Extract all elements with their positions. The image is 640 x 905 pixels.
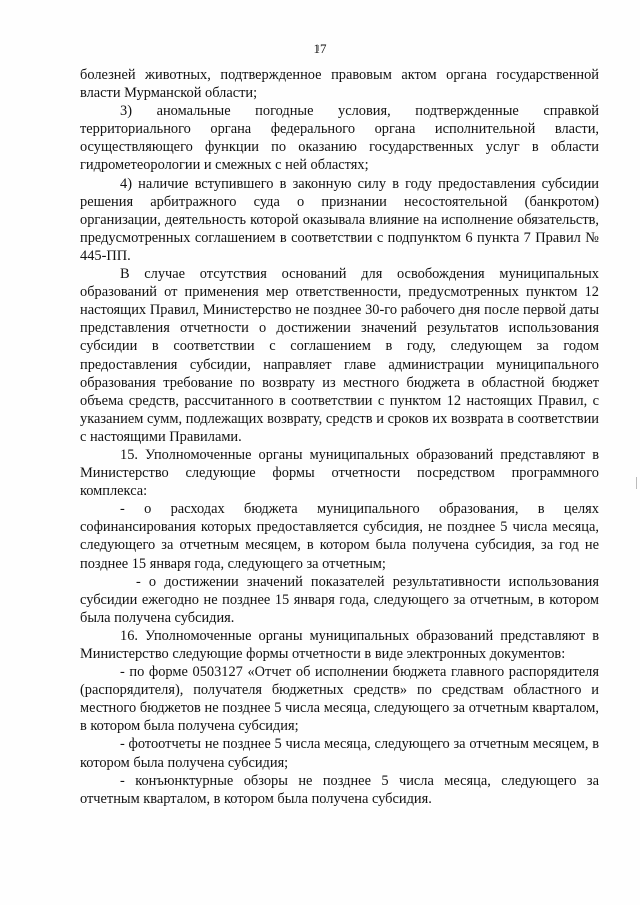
bullet-market-reviews: - конъюнктурные обзоры не позднее 5 числа месяца, следующего за отчетным кварталом, в котором была получена субсидия. [80,772,599,807]
paragraph-15: 15. Уполномоченные органы муниципальных образований представляют в Министерство следующие формы отчетности посредством программного комплекса: [80,446,599,500]
page-number: 17 [313,41,327,56]
paragraph-item-4: 4) наличие вступившего в законную силу в году предоставления субсидии решения арбитражного суда о признании несостоятельной (банкротом) организации, деятельность которой оказывала влияние на исполнение обязательств, предусмотренных соглашением в соответствии с подпунктом 6 пункта 7 Правил № 445-ПП. [80,175,599,264]
bullet-indicators: - о достижении значений показателей результативности использования субсидии ежегодно не позднее 15 января года, следующего за отчетным, в котором была получена субсидия. [80,573,599,626]
bullet-expenses: - о расходах бюджета муниципального образования, в целях софинансирования которых предоставляется субсидия, не позднее 5 числа месяца, следующего за отчетным месяцем, в котором была получена субсидия, за год не позднее 15 января года, следующего за отчетным; [80,501,599,572]
paragraph-continuation: болезней животных, подтвержденное правовым актом органа государственной власти Мурманской области; [80,67,599,102]
scan-mark-right [636,477,637,489]
paragraph-refund: В случае отсутствия оснований для освобождения муниципальных образований от применения мер ответственности, предусмотренных пунктом 12 настоящих Правил, Министерство не позднее 30-го рабочего дня после первой даты представления отчетности о достижении значений результатов использования субсидии в соответствии с соглашением в году, следующем за годом предоставления субсидии, направляет главе администрации муниципального образования требование по возврату из местного бюджета в областной бюджет объема средств, рассчитанного в соответствии с пунктом 12 настоящих Правил, с указанием сумм, подлежащих возврату, средств и сроков их возврата в соответствии с настоящими Правилами. [80,266,599,445]
bullet-photo-reports: - фотоотчеты не позднее 5 числа месяца, следующего за отчетным месяцем, в котором была получена субсидия; [80,736,599,771]
document-body [80,66,599,808]
paragraph-16: 16. Уполномоченные органы муниципальных образований представляют в Министерство следующие формы отчетности в виде электронных документов: [80,627,599,662]
paragraph-item-3: 3) аномальные погодные условия, подтвержденные справкой территориального органа федерального органа исполнительной власти, осуществляющего функции по оказанию государственных услуг в области гидрометеорологии и смежных с ней областях; [80,103,599,174]
bullet-form-0503127: - по форме 0503127 «Отчет об исполнении бюджета главного распорядителя (распорядителя), получателя бюджетных средств» по средствам областного и местного бюджетов не позднее 5 числа месяца, следующего за отчетным кварталом, в котором была получена субсидия; [80,664,599,735]
